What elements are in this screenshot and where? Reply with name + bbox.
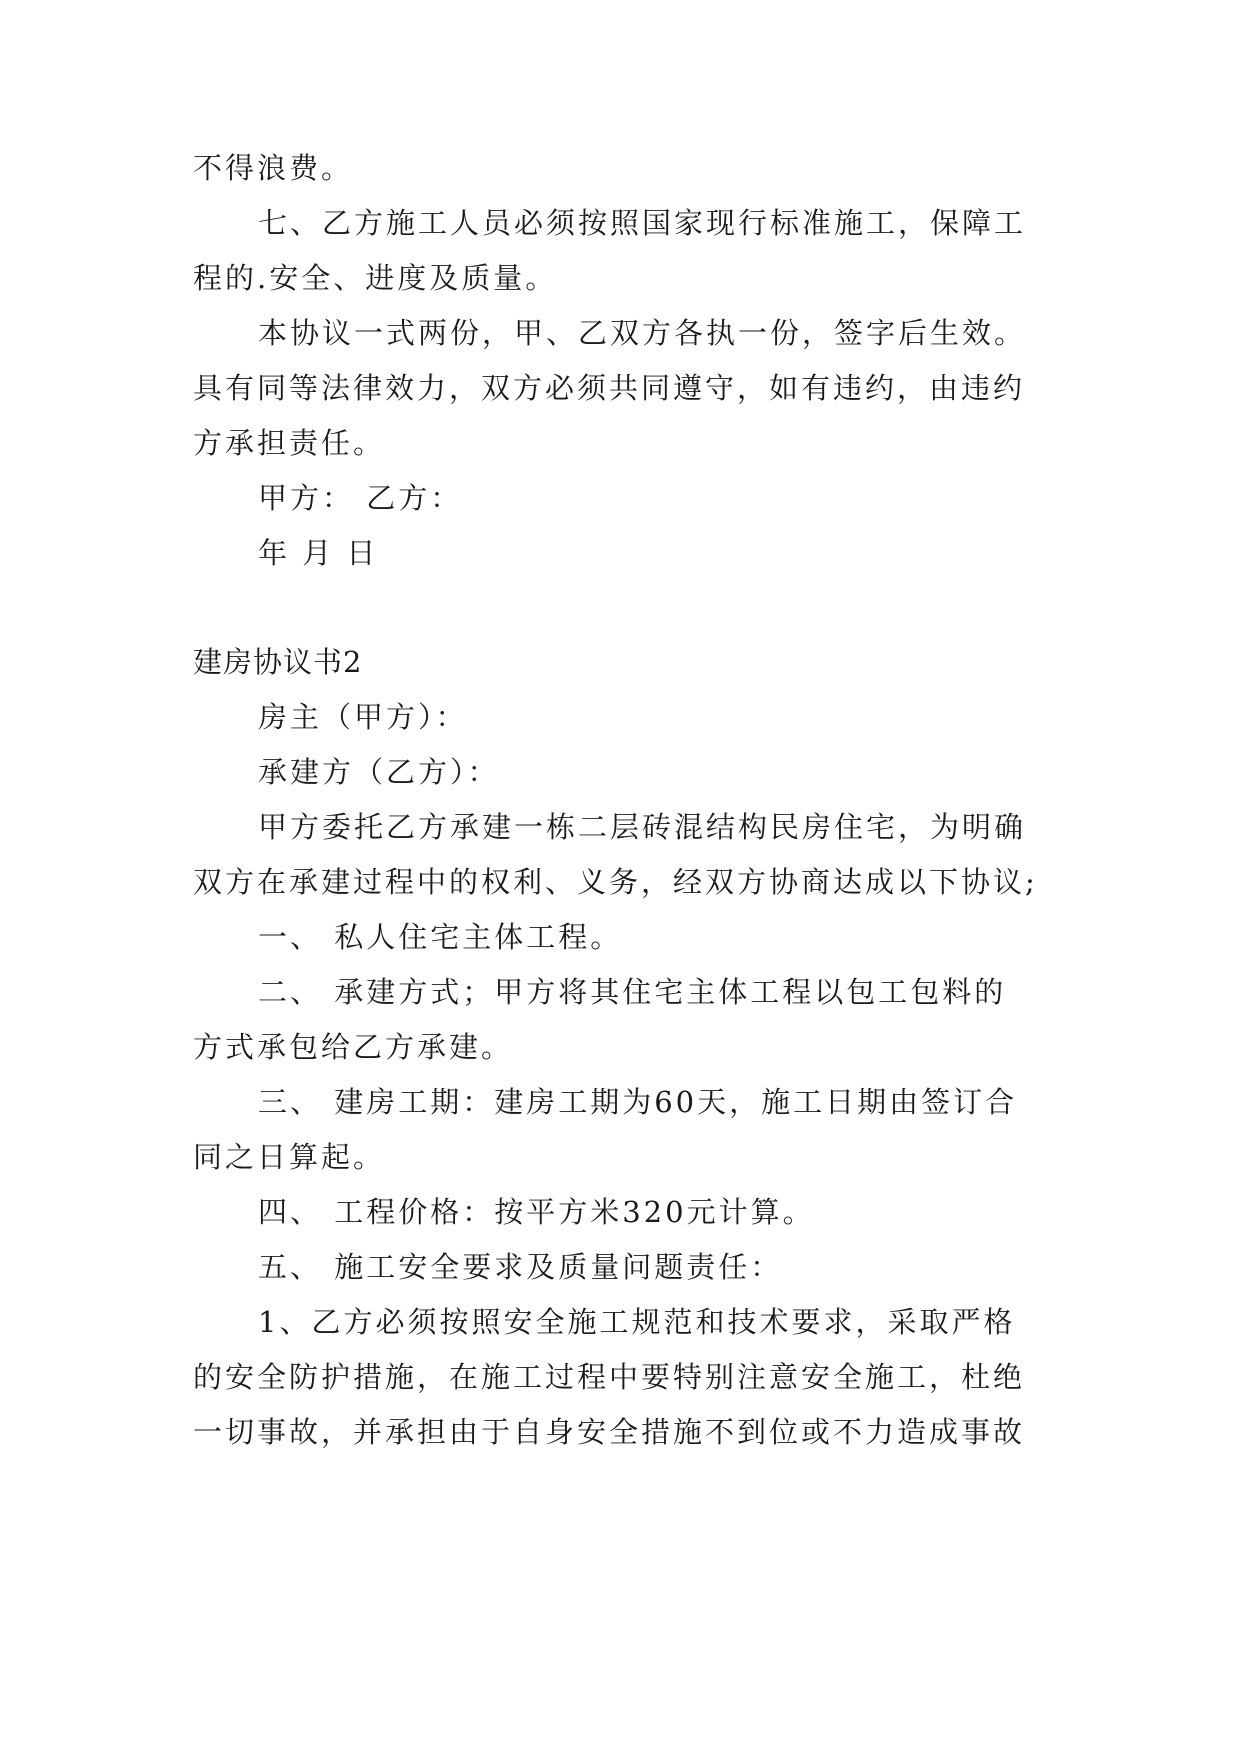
- paragraph-intro: 甲方委托乙方承建一栋二层砖混结构民房住宅，为明确: [258, 810, 1027, 844]
- party-contractor: 承建方（乙方）：: [258, 755, 500, 789]
- text-line: 一切事故，并承担由于自身安全措施不到位或不力造成事故: [193, 1415, 1026, 1449]
- text-line: 具有同等法律效力，双方必须共同遵守，如有违约，由违约: [193, 371, 1026, 405]
- clause-2: 二、 承建方式；甲方将其住宅主体工程以包工包料的: [258, 975, 1007, 1009]
- text-line: 不得浪费。: [193, 151, 354, 185]
- text-line: 方承担责任。: [193, 426, 386, 460]
- clause-5: 五、 施工安全要求及质量问题责任：: [258, 1250, 783, 1284]
- clause-1: 一、 私人住宅主体工程。: [258, 920, 623, 954]
- signature-parties: 甲方： 乙方：: [258, 481, 463, 515]
- party-owner: 房主（甲方）：: [258, 700, 468, 734]
- text-line: 同之日算起。: [193, 1140, 386, 1174]
- signature-date: 年 月 日: [258, 536, 379, 570]
- document-title: 建房协议书2: [193, 645, 363, 679]
- text-line: 的安全防护措施，在施工过程中要特别注意安全施工，杜绝: [193, 1360, 1026, 1394]
- paragraph-agreement-copies: 本协议一式两份，甲、乙双方各执一份，签字后生效。: [258, 316, 1027, 350]
- text-line: 方式承包给乙方承建。: [193, 1030, 514, 1064]
- clause-4: 四、 工程价格：按平方米320元计算。: [258, 1195, 815, 1229]
- paragraph-clause-7: 七、乙方施工人员必须按照国家现行标准施工，保障工: [258, 206, 1027, 240]
- text-line: 程的.安全、进度及质量。: [193, 261, 558, 295]
- text-line: 双方在承建过程中的权利、义务，经双方协商达成以下协议;: [193, 865, 1038, 899]
- sub-clause-1: 1、乙方必须按照安全施工规范和技术要求，采取严格: [258, 1305, 1016, 1339]
- clause-3: 三、 建房工期：建房工期为60天，施工日期由签订合: [258, 1085, 1018, 1119]
